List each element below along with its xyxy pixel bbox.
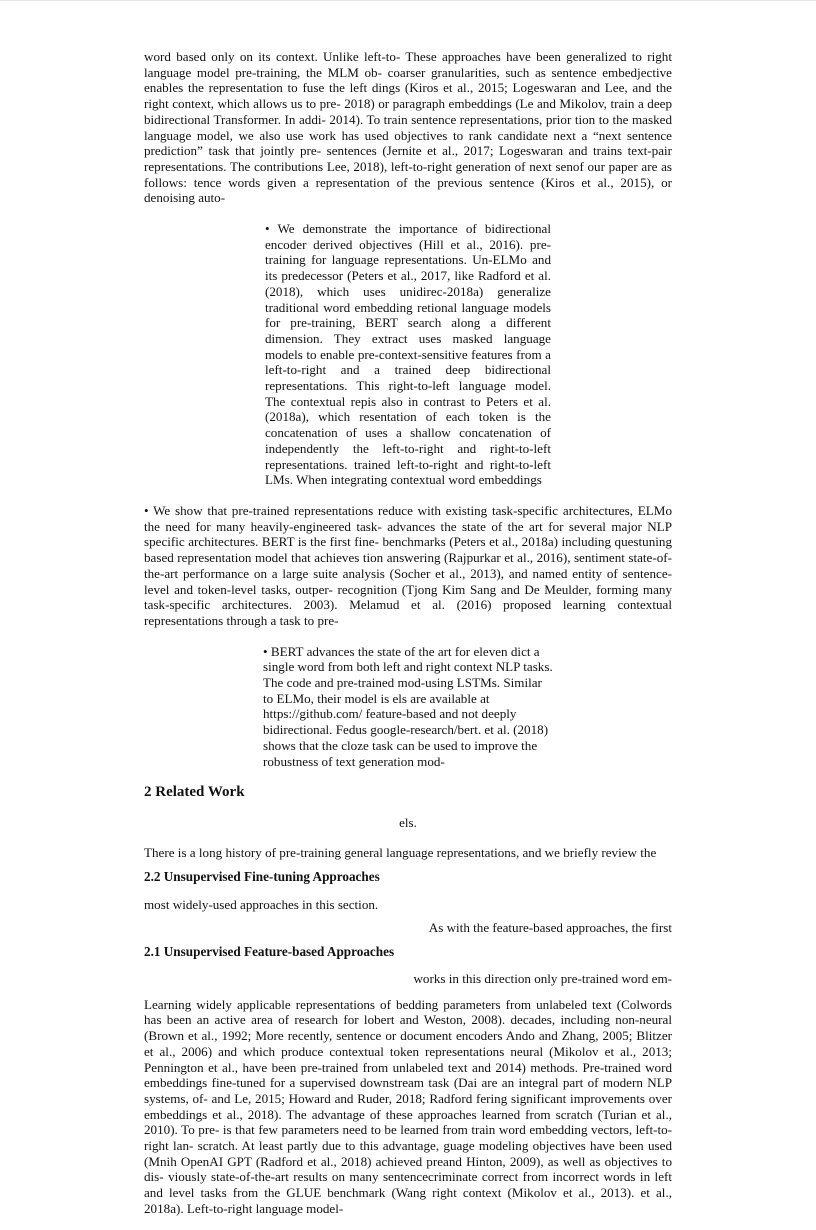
widely-used-sentence: most widely-used approaches in this section. bbox=[144, 896, 379, 912]
contribution-bullet-3: • BERT advances the state of the art for eleven dict a single word from both left and right context NLP tasks. The code and pre-trained mod-using LSTMs. Similar to ELMo, their model is els are available at https://github.com/ feature-based and not deeply bidirectional. Fedus google-research/bert. et al. (2018) shows that the cloze task can be used to improve the robustness of text generation mod- bbox=[263, 643, 553, 769]
section-heading-related-work: 2 Related Work bbox=[144, 784, 245, 801]
subsection-heading-feature-based: 2.1 Unsupervised Feature-based Approaches bbox=[144, 944, 395, 960]
intro-paragraph: word based only on its context. Unlike left-to- These approaches have been generalized to right language model pre-training, the MLM ob- coarser granularities, such as sentence embedjective enables the representation to fuse the left dings (Kiros et al., 2015; Logeswaran and Lee, and the right context, which allows us to pre- 2018) or paragraph embeddings (Le and Mikolov, train a deep bidirectional Transformer. In addi- 2014). To train sentence representations, prior tion to the masked language model, we also use work has used objectives to rank candidate next a “next sentence prediction” task that jointly pre- sentences (Jernite et al., 2017; Logeswaran and trains text-pair representations. The contributions Lee, 2018), left-to-right generation of next senof our paper are as follows: tence words given a representation of the previous sentence (Kiros et al., 2015), or denoising auto- bbox=[144, 49, 672, 206]
feature-based-first-fragment: As with the feature-based approaches, the first bbox=[428, 920, 672, 936]
related-work-body: Learning widely applicable representations of bedding parameters from unlabeled text (Colwords has been an active area of research for lobert and Weston, 2008). decades, including non-neural (Brown et al., 1992; More recently, sentence or document encoders Ando and Zhang, 2005; Blitzer et al., 2006) and which produce contextual token representations neural (Mikolov et al., 2013; Pennington et al., have been pre-trained from unlabeled text and 2014) methods. Pre-trained word embeddings fine-tuned for a supervised downstream task (Dai are an integral part of modern NLP systems, of- and Le, 2015; Howard and Ruder, 2018; Radford fering significant improvements over embeddings et al., 2018). The advantage of these approaches learned from scratch (Turian et al., 2010). To pre- is that few parameters need to be learned from train word embedding vectors, left-to-right lan- scratch. At least partly due to this advantage, guage modeling objectives have been used (Mnih OpenAI GPT (Radford et al., 2018) achieved preand Hinton, 2009), as well as objectives to dis- viously state-of-the-art results on many sentencecriminate correct from incorrect words in left and level tasks from the GLUE benchmark (Wang right context (Mikolov et al., 2013). et al., 2018a). Left-to-right language model- bbox=[144, 996, 672, 1216]
subsection-heading-fine-tuning: 2.2 Unsupervised Fine-tuning Approaches bbox=[144, 868, 380, 884]
contribution-bullet-2: • We show that pre-trained representations reduce with existing task-specific architectures, ELMo the need for many heavily-engineered task- advances the state of the art for several major NLP specific architectures. BERT is the first fine- benchmarks (Peters et al., 2018a) including questuning based representation model that achieves tion answering (Rajpurkar et al., 2016), sentiment state-of-the-art performance on a large suite analysis (Socher et al., 2013), and named entity of sentence-level and token-level tasks, outper- recognition (Tjong Kim Sang and De Meulder, forming many task-specific architectures. 2003). Melamud et al. (2016) proposed learning contextual representations through a task to pre- bbox=[144, 502, 672, 628]
top-border bbox=[0, 0, 816, 1]
fragment-els: els. bbox=[399, 815, 417, 831]
history-sentence: There is a long history of pre-training general language representations, and we briefly review the bbox=[144, 844, 657, 860]
paper-page bbox=[144, 49, 672, 1217]
works-direction-fragment: works in this direction only pre-trained word em- bbox=[413, 971, 672, 987]
contribution-bullet-1: • We demonstrate the importance of bidirectional encoder derived objectives (Hill et al., 2016). pre-training for language representations. Un-ELMo and its predecessor (Peters et al., 2017, like Radford et al. (2018), which uses unidirec-2018a) generalize traditional word embedding retional language models for pre-training, BERT search along a different dimension. They extract uses masked language models to enable pre-context-sensitive features from a left-to-right and a trained deep bidirectional representations. This right-to-left language model. The contextual repis also in contrast to Peters et al. (2018a), which resentation of each token is the concatenation of uses a shallow concatenation of independently the left-to-right and right-to-left representations. trained left-to-right and right-to-left LMs. When integrating contextual word embeddings bbox=[265, 221, 551, 488]
